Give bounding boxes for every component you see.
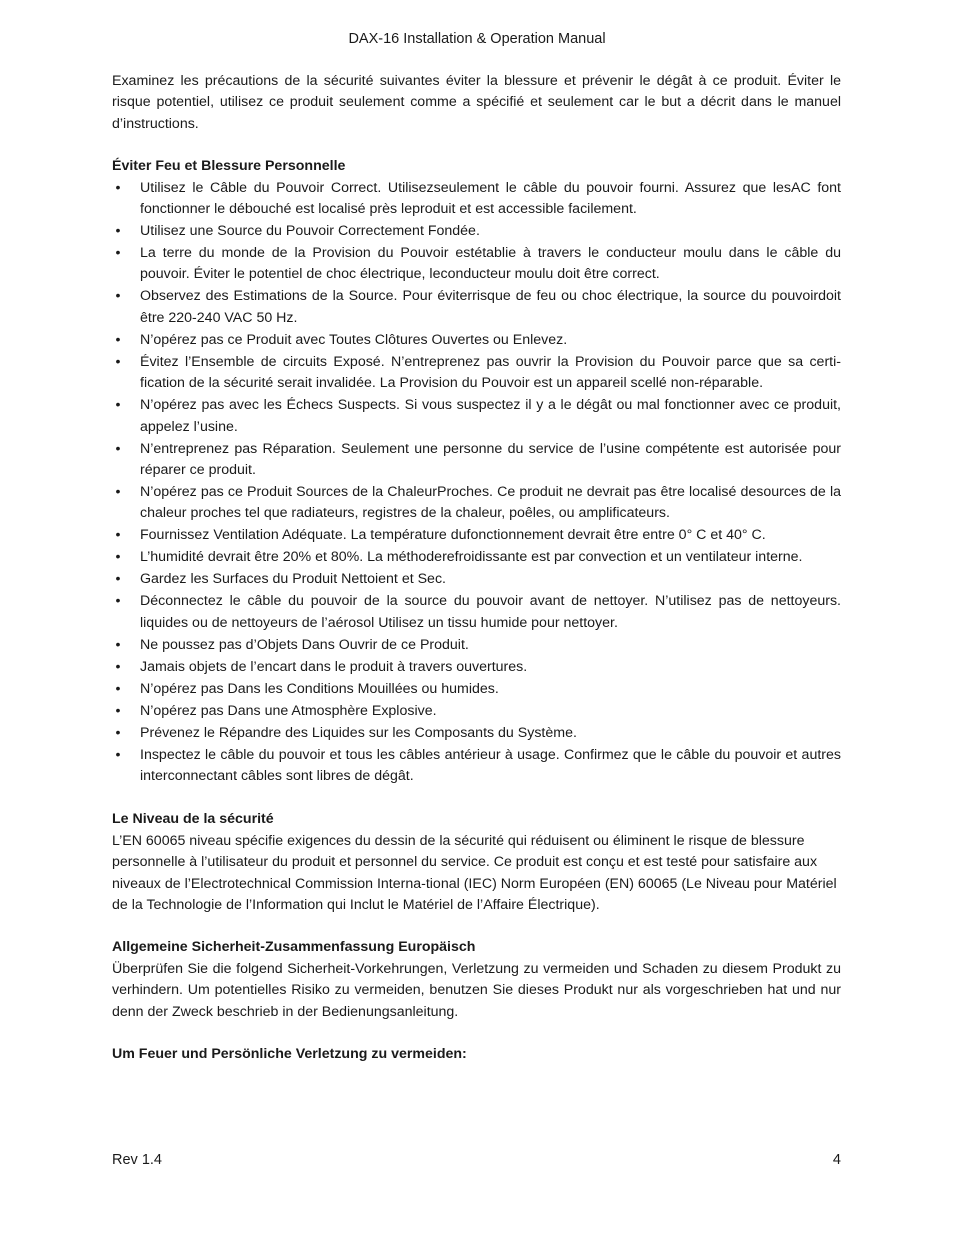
bullet-item [112,525,841,546]
bullet-icon: • [115,593,121,610]
bullet-text: N’opérez pas Dans les Conditions Mouillées ou humides. [140,680,499,697]
bullet-item [112,723,841,744]
bullet-icon: • [115,440,121,457]
section-heading-general-safety-de: Allgemeine Sicherheit-Zusammenfassung Europäisch [112,939,476,956]
bullet-item [112,679,841,700]
bullet-icon: • [115,353,121,370]
bullet-item [112,569,841,590]
bullet-item [112,591,841,634]
bullet-icon: • [115,680,121,697]
revision-label: Rev 1.4 [112,1152,162,1168]
bullet-icon: • [115,397,121,414]
bullet-item [112,286,841,329]
bullet-text: Prévenez le Répandre des Liquides sur les Composants du Système. [140,724,577,741]
section-heading-safety-level: Le Niveau de la sécurité [112,811,274,828]
bullet-item [112,635,841,656]
bullet-icon: • [115,724,121,741]
bullet-text: Inspectez le câble du pouvoir et tous les câbles antérieur à usage. Confirmez que le câble du pouvoir et autres interconnectant câbles sont libres de dégât. [140,746,841,785]
bullet-icon: • [115,245,121,262]
general-safety-de-paragraph: Überprüfen Sie die folgend Sicherheit-Vorkehrungen, Verletzung zu vermeiden und Schaden zu diesem Produkt zu verhindern. Um potentielles Risiko zu vermeiden, benutzen Sie dieses Produkt nur als vorgeschrieben hat und nur denn der Zweck beschrieb in der Bedienungsanleitung. [112,960,841,1020]
bullet-item [112,221,841,242]
page-content [112,71,841,1065]
bullet-icon: • [115,636,121,653]
bullet-item [112,439,841,482]
bullet-item [112,330,841,351]
bullet-text: Observez des Estimations de la Source. Pour éviterrisque de feu ou choc électrique, la source du pouvoirdoit être 220-240 VAC 50 Hz. [140,288,841,326]
safety-level-paragraph: L’EN 60065 niveau spécifie exigences du dessin de la sécurité qui réduisent ou éliminent le risque de blessure personnelle à l’utilisateur du produit et personnel du service. Ce produit est conçu et est testé pour satisfaire aux niveaux de l’Electrotechnical Commission Interna-tional (IEC) Norm Européen (EN) 60065 (Le Niveau pour Matériel de la Technologie de l’Information qui Inclut le Matériel de l’Affaire Électrique). [112,832,837,913]
bullet-text: La terre du monde de la Provision du Pouvoir estétablie à travers le conducteur moulu dans le câble du pouvoir. Éviter le potentiel de choc électrique, leconducteur moulu doit être correct. [140,245,841,283]
bullet-text: Évitez l’Ensemble de circuits Exposé. N’entreprenez pas ouvrir la Provision du Pouvoir parce que sa certi-fication de la sécurité serait invalidée. La Provision du Pouvoir est un appareil scellé non-réparable. [140,353,841,392]
bullet-text: Ne poussez pas d’Objets Dans Ouvrir de ce Produit. [140,636,469,653]
bullet-text: Jamais objets de l’encart dans le produit à travers ouvertures. [140,658,528,675]
bullet-icon: • [115,702,121,719]
bullet-text: N’opérez pas Dans une Atmosphère Explosive. [140,702,437,719]
section-heading-fire-injury-de: Um Feuer und Persönliche Verletzung zu vermeiden: [112,1045,467,1062]
bullet-text: Utilisez le Câble du Pouvoir Correct. Utilisezseulement le câble du pouvoir fourni. Assurez que lesAC font fonctionner le débouché est localisé près leproduit et est accessible facilement. [140,179,841,218]
bullet-item [112,352,841,395]
bullet-item [112,745,841,788]
bullet-text: Gardez les Surfaces du Produit Nettoient et Sec. [140,571,446,588]
bullet-text: N’opérez pas ce Produit Sources de la ChaleurProches. Ce produit ne devrait pas être localisé desources de la chaleur proches tel que radiateurs, registres de la chaleur, poêles, ou amplificateurs. [140,484,841,522]
page-number: 4 [832,1152,841,1168]
bullet-text: N’opérez pas avec les Échecs Suspects. Si vous suspectez il y a le dégât ou mal fonctionner avec ce produit, appelez l’usine. [140,397,841,435]
bullet-item [112,243,841,286]
bullet-icon: • [115,746,121,763]
bullet-text: N’entreprenez pas Réparation. Seulement une personne du service de l’usine compétente est autorisée pour réparer ce produit. [140,440,841,479]
bullet-text: Utilisez une Source du Pouvoir Correctement Fondée. [140,223,480,240]
bullet-text: Déconnectez le câble du pouvoir de la source du pouvoir avant de nettoyer. N’utilisez pas de nettoyeurs. liquides ou de nettoyeurs de l’aérosol Utilisez un tissu humide pour nettoyer. [140,593,841,631]
bullet-icon: • [115,288,121,305]
bullet-text: L’humidité devrait être 20% et 80%. La méthoderefroidissante est par convection et un ventilateur interne. [140,549,803,566]
bullet-item [112,657,841,678]
bullet-icon: • [115,571,121,588]
bullet-icon: • [115,331,121,348]
bullet-item [112,482,841,525]
bullet-item [112,547,841,568]
bullet-icon: • [115,223,121,240]
bullet-icon: • [115,527,121,544]
bullet-text: Fournissez Ventilation Adéquate. La température dufonctionnement devrait être entre 0° C et 40° C. [140,527,766,544]
bullet-icon: • [115,484,121,501]
bullet-item [112,178,841,221]
bullet-text: N’opérez pas ce Produit avec Toutes Clôtures Ouvertes ou Enlevez. [140,331,568,348]
intro-paragraph: Examinez les précautions de la sécurité suivantes éviter la blessure et prévenir le dégât à ce produit. Éviter le risque potentiel, utilisez ce produit seulement comme a spécifié et seulement car le but a décrit dans le manuel d’instructions. [112,73,841,132]
bullet-item [112,395,841,438]
bullet-icon: • [115,179,121,196]
safety-bullet-list [112,178,841,788]
section-heading-fire-injury: Éviter Feu et Blessure Personnelle [112,158,346,175]
bullet-icon: • [115,658,121,675]
bullet-icon: • [115,549,121,566]
bullet-item [112,701,841,722]
running-header: DAX-16 Installation & Operation Manual [348,31,606,47]
